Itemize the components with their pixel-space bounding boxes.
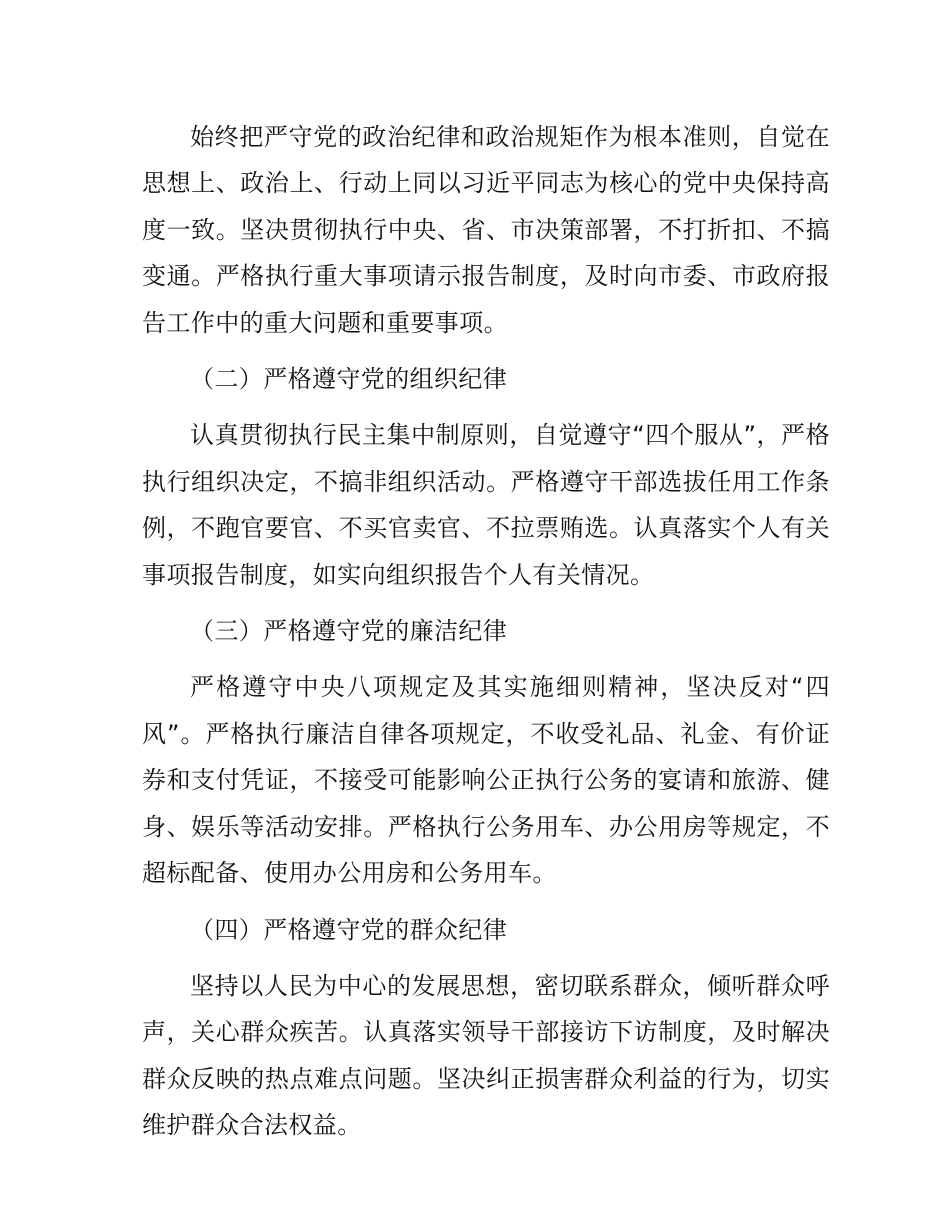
document-page	[142, 114, 830, 1159]
section-heading-mass-discipline: （四）严格遵守党的群众纪律	[190, 915, 508, 944]
paragraph-organizational-discipline: 认真贯彻执行民主集中制原则，自觉遵守“四个服从”，严格执行组织决定，不搞非组织活动。严格遵守干部选拔任用工作条例，不跑官要官、不买官卖官、不拉票贿选。认真落实个人有关事项报告制度，如实向组织报告个人有关情况。	[142, 421, 830, 589]
paragraph-mass-discipline: 坚持以人民为中心的发展思想，密切联系群众，倾听群众呼声，关心群众疾苦。认真落实领导干部接访下访制度，及时解决群众反映的热点难点问题。坚决纠正损害群众利益的行为，切实维护群众合法权益。	[142, 971, 830, 1140]
paragraph-political-discipline: 始终把严守党的政治纪律和政治规矩作为根本准则，自觉在思想上、政治上、行动上同以习近平同志为核心的党中央保持高度一致。坚决贯彻执行中央、省、市决策部署，不打折扣、不搞变通。严格执行重大事项请示报告制度，及时向市委、市政府报告工作中的重大问题和重要事项。	[142, 123, 830, 337]
paragraph-integrity-discipline: 严格遵守中央八项规定及其实施细则精神，坚决反对“四风”。严格执行廉洁自律各项规定，不收受礼品、礼金、有价证券和支付凭证，不接受可能影响公正执行公务的宴请和旅游、健身、娱乐等活动安排。严格执行公务用车、办公用房等规定，不超标配备、使用办公用房和公务用车。	[142, 673, 830, 888]
section-heading-organizational-discipline: （二）严格遵守党的组织纪律	[190, 365, 508, 394]
section-heading-integrity-discipline: （三）严格遵守党的廉洁纪律	[190, 617, 508, 646]
